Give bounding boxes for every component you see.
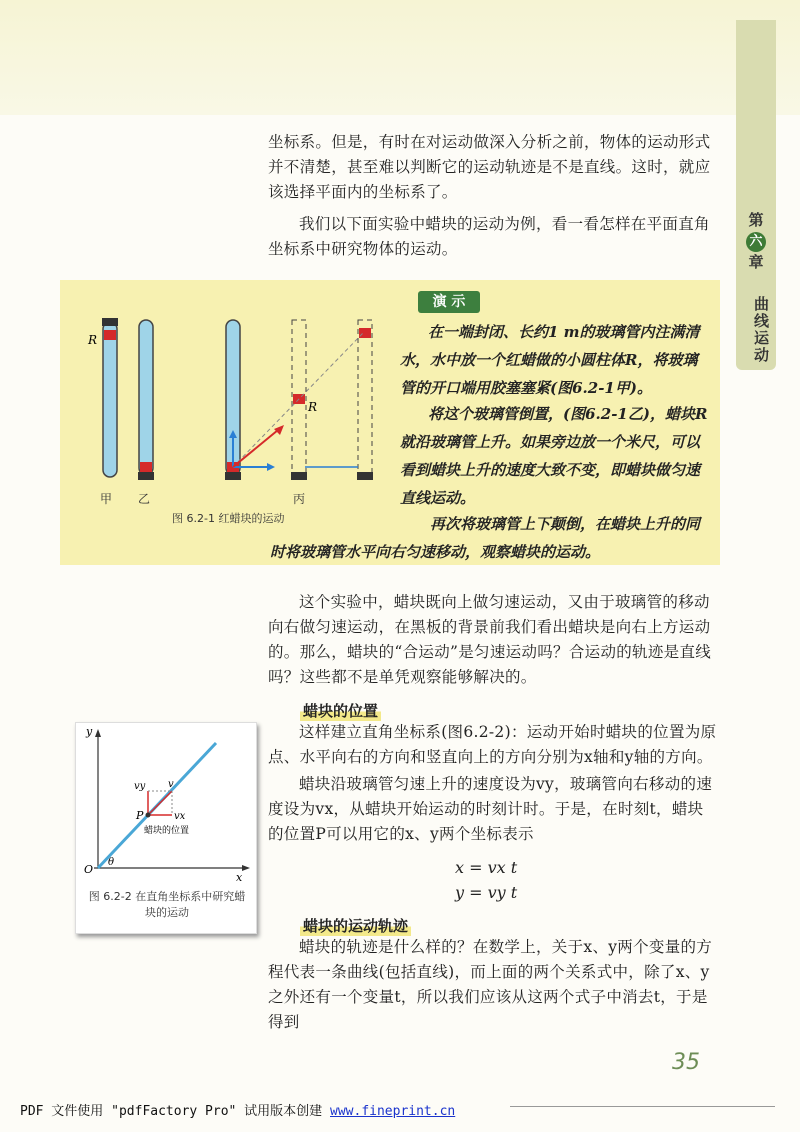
equation-x: x = vx t <box>455 858 518 877</box>
label-x: x <box>236 871 243 883</box>
equation-y: y = vy t <box>455 883 518 902</box>
v-arrow <box>148 791 172 815</box>
label-O: O <box>84 863 94 876</box>
tube-figure <box>60 280 410 520</box>
section2-paragraph-1: 蜡块的轨迹是什么样的？在数学上，关于x、y两个变量的方程代表一条曲线(包括直线)，而上面的两个关系式中，除了x、y之外还有一个变量t，所以我们应该从这两个式子中消去t，于是得到 <box>268 938 713 1031</box>
page-number: 35 <box>672 1050 700 1075</box>
chapter-suffix: 章 <box>748 253 764 271</box>
label-y: y <box>86 725 93 738</box>
label-yi: 乙 <box>138 492 151 506</box>
label-v: v <box>168 779 174 790</box>
tube-jia <box>102 318 118 477</box>
stopper-jia <box>102 318 118 326</box>
footer-link[interactable]: www.fineprint.cn <box>330 1104 456 1119</box>
label-bing: 丙 <box>293 492 306 506</box>
demo-text-3: 再次将玻璃管上下颠倒，在蜡块上升的同时将玻璃管水平向右匀速移动，观察蜡块的运动。 <box>270 515 701 561</box>
stopper-yi <box>138 472 154 480</box>
chapter-title: 曲线运动 <box>752 296 770 364</box>
section-heading-trajectory: 蜡块的运动轨迹 <box>300 915 411 936</box>
section1-paragraph-1: 这样建立直角坐标系(图6.2-2)：运动开始时蜡块的位置为原点、水平向右的方向和竖直向上的方向分别为x轴和y轴的方向。 <box>268 723 717 766</box>
tube-bing <box>225 320 373 480</box>
label-wax-position: 蜡块的位置 <box>144 826 190 836</box>
pdf-footer <box>20 1100 455 1119</box>
demo-text-1: 在一端封闭、长约1 m的玻璃管内注满清水，水中放一个红蜡做的小圆柱体R，将玻璃管的开口端用胶塞塞紧(图6.2-1甲)。 <box>400 323 700 397</box>
figure-caption-2: 图 6.2-2 在直角坐标系中研究蜡块的运动 <box>88 890 246 919</box>
paragraph-3: 这个实验中，蜡块既向上做匀速运动，又由于玻璃管的移动向右做匀速运动，在黑板的背景前我们看出蜡块是向右上方运动的。那么，蜡块的“合运动”是匀速运动吗？合运动的轨迹是直线吗？这些都不是单凭观察能够解决的。 <box>268 593 712 686</box>
footer-rule <box>510 1106 775 1107</box>
chapter-prefix: 第 <box>748 211 764 229</box>
wax-block-jia <box>104 330 116 340</box>
section-heading-position: 蜡块的位置 <box>300 700 381 721</box>
label-R-bing: R <box>308 400 318 414</box>
label-vy: vy <box>134 781 146 792</box>
wax-block-yi <box>140 462 152 472</box>
paragraph-2: 我们以下面实验中蜡块的运动为例，看一看怎样在平面直角坐标系中研究物体的运动。 <box>268 215 710 258</box>
demo-tag: 演 示 <box>418 291 480 313</box>
demo-text-2: 将这个玻璃管倒置，(图6.2-1乙)，蜡块R就沿玻璃管上升。如果旁边放一个米尺，可以看到蜡块上升的速度大致不变，即蜡块做匀速直线运动。 <box>400 405 708 507</box>
label-R-jia: R <box>88 333 98 347</box>
trajectory-line <box>233 332 364 467</box>
tube-yi <box>138 320 154 480</box>
wax-block-top <box>359 328 371 338</box>
page-header-band <box>0 0 800 115</box>
chapter-number <box>742 210 770 272</box>
label-theta: θ <box>108 857 115 868</box>
figure-coordinate-system <box>75 722 257 934</box>
figure-caption-1: 图 6.2-1 红蜡块的运动 <box>172 512 285 525</box>
paragraph-1: 坐标系。但是，有时在对运动做深入分析之前，物体的运动形式并不清楚，甚至难以判断它的运动轨迹是不是直线。这时，就应该选择平面内的坐标系了。 <box>268 133 711 201</box>
chapter-num-badge: 六 <box>746 232 766 252</box>
label-jia: 甲 <box>100 492 113 506</box>
label-P: P <box>136 809 144 822</box>
footer-text: PDF 文件使用 "pdfFactory Pro" 试用版本创建 <box>20 1104 331 1119</box>
label-vx: vx <box>174 811 186 822</box>
section1-paragraph-2: 蜡块沿玻璃管匀速上升的速度设为vy，玻璃管向右移动的速度设为vx，从蜡块开始运动的时刻计时。于是，在时刻t，蜡块的位置P可以用它的x、y两个坐标表示 <box>268 775 713 843</box>
coordinate-diagram <box>76 723 256 883</box>
